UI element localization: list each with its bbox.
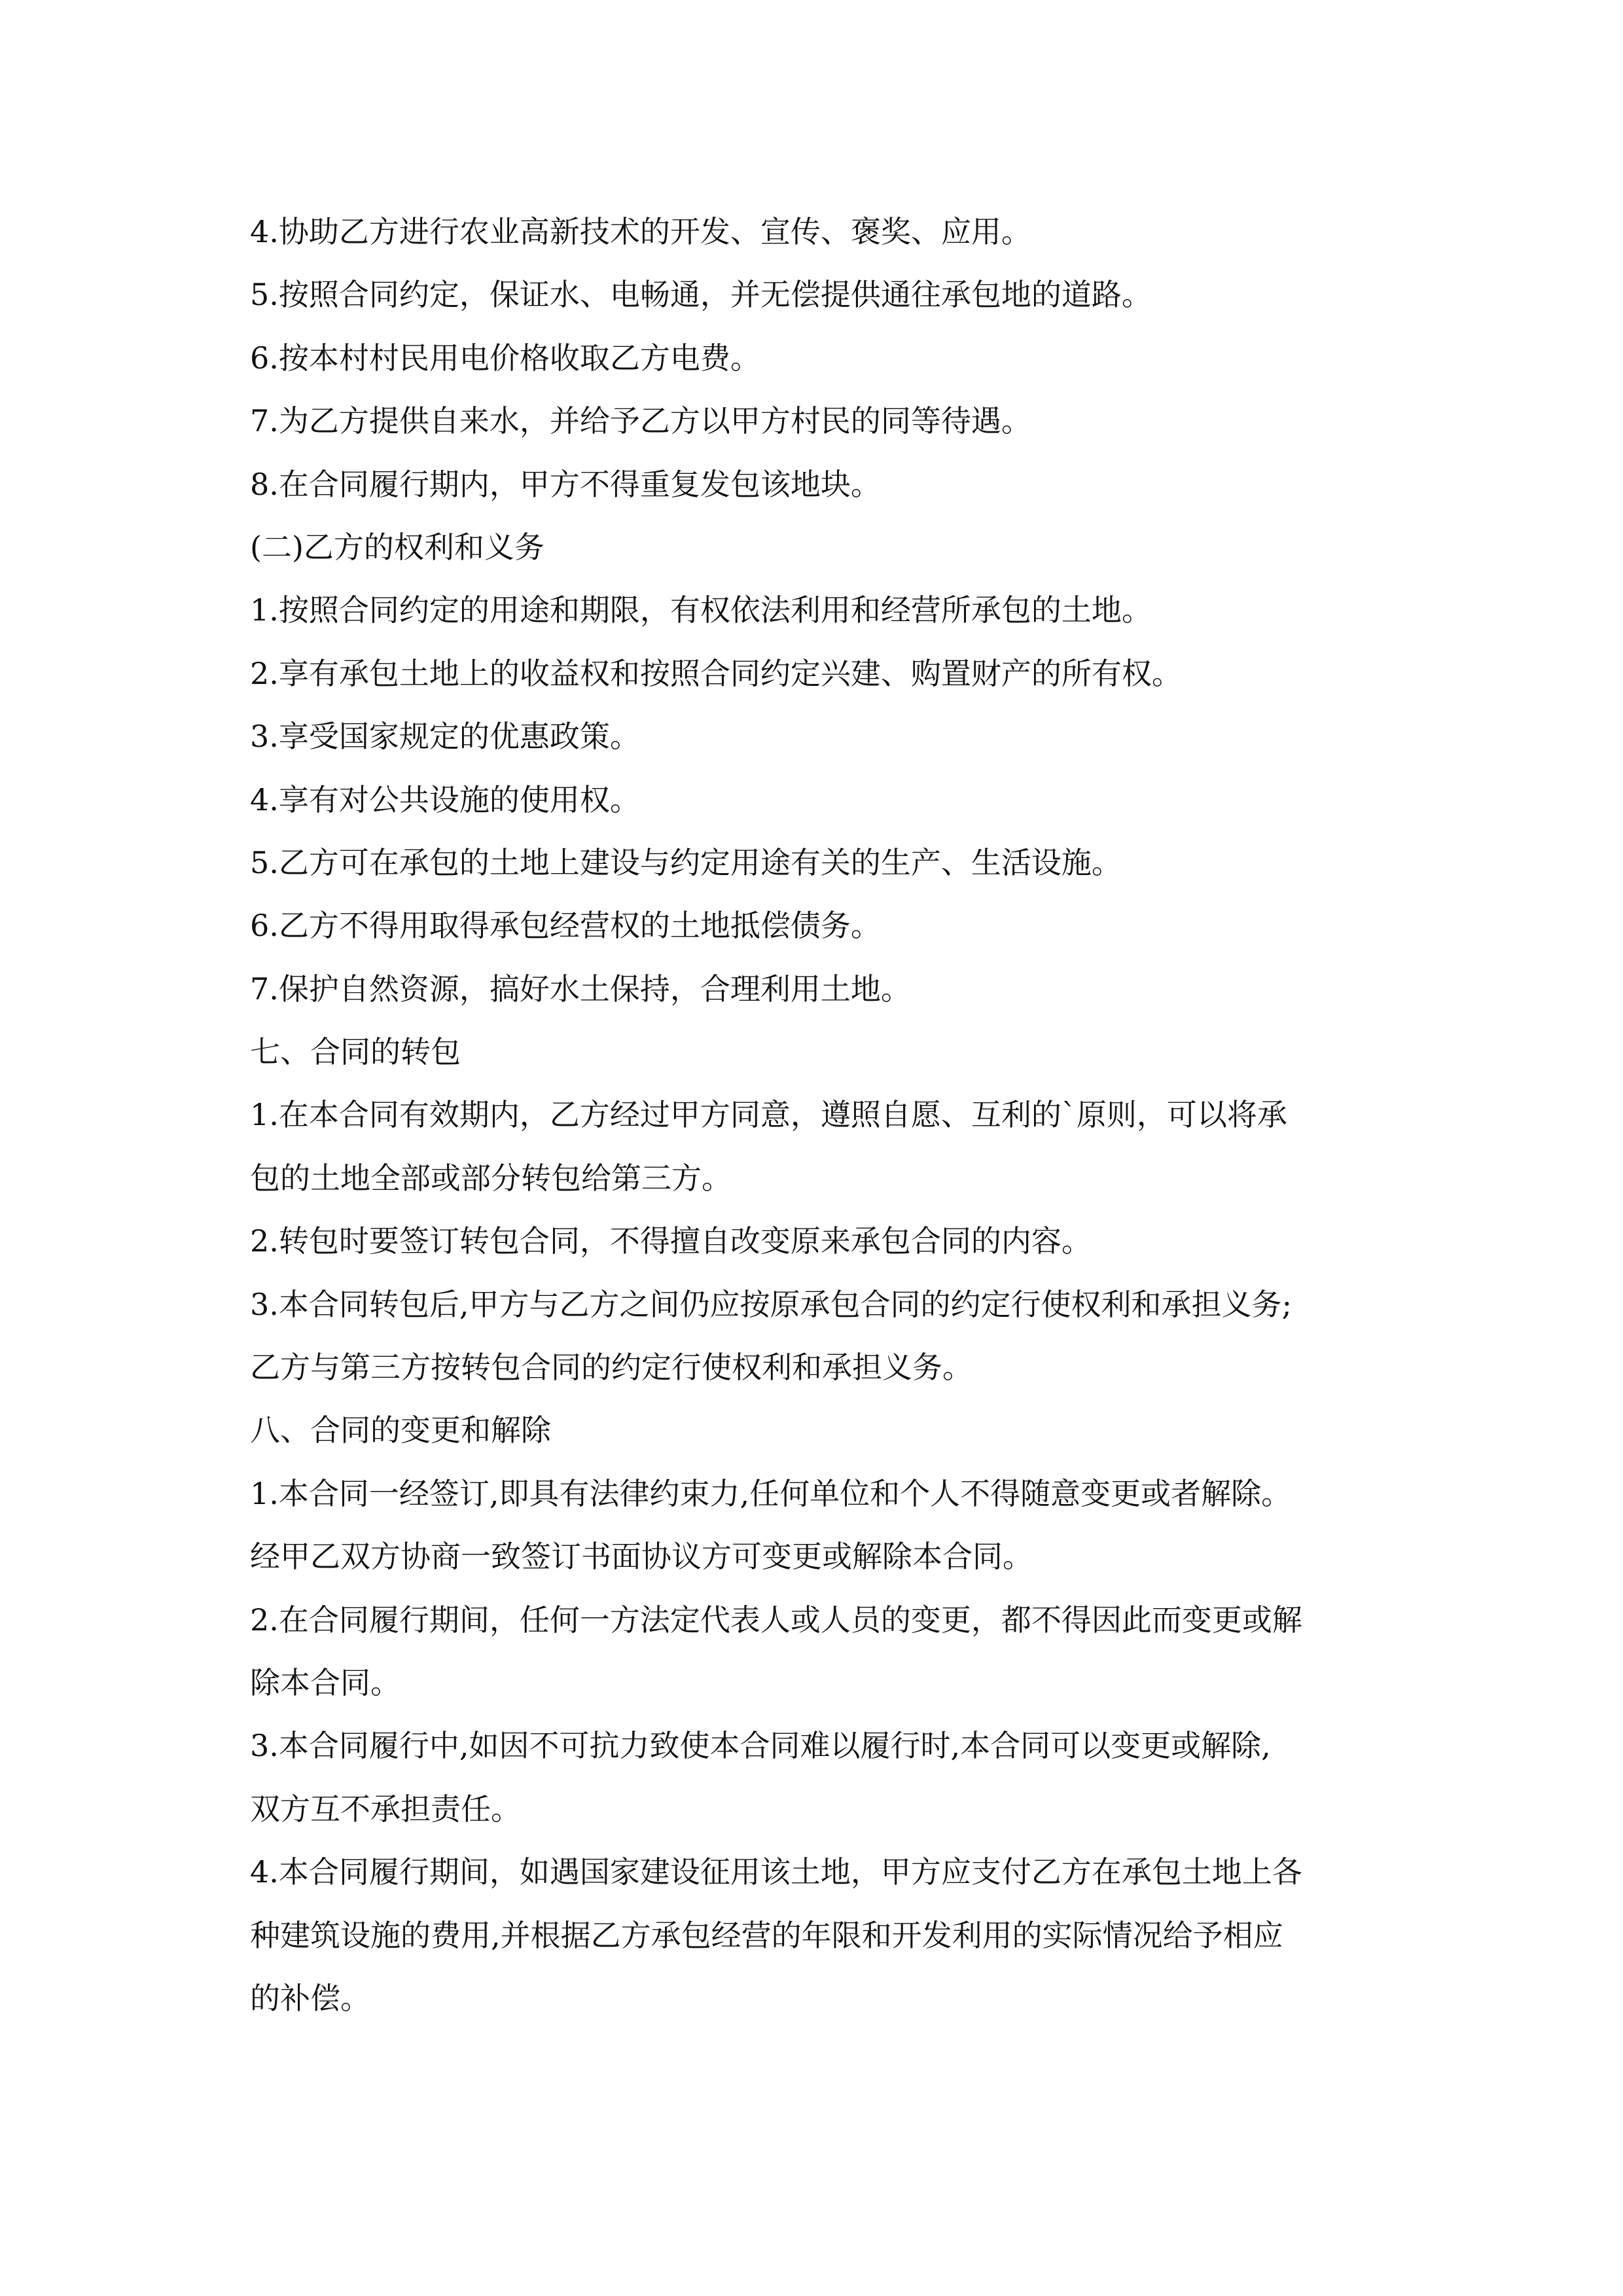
section-heading: (二)乙方的权利和义务 bbox=[250, 529, 544, 565]
paragraph-line: 7.保护自然资源，搞好水土保持，合理利用土地。 bbox=[250, 971, 911, 1007]
paragraph-line: 8.在合同履行期内，甲方不得重复发包该地块。 bbox=[250, 466, 881, 502]
paragraph-line: 6.按本村村民用电价格收取乙方电费。 bbox=[250, 340, 760, 376]
paragraph-line: 乙方与第三方按转包合同的约定行使权利和承担义务。 bbox=[250, 1350, 972, 1386]
paragraph-line: 2.在合同履行期间，任何一方法定代表人或人员的变更，都不得因此而变更或解 bbox=[250, 1602, 1302, 1638]
paragraph-line: 的补偿。 bbox=[250, 1980, 370, 2016]
paragraph-line: 1.在本合同有效期内，乙方经过甲方同意，遵照自愿、互利的`原则，可以将承 bbox=[250, 1097, 1287, 1133]
paragraph-line: 种建筑设施的费用,并根据乙方承包经营的年限和开发利用的实际情况给予相应 bbox=[250, 1917, 1283, 1953]
paragraph-line: 1.本合同一经签订,即具有法律约束力,任何单位和个人不得随意变更或者解除。 bbox=[250, 1475, 1292, 1511]
paragraph-line: 经甲乙双方协商一致签订书面协议方可变更或解除本合同。 bbox=[250, 1539, 1033, 1575]
section-heading: 七、合同的转包 bbox=[250, 1034, 461, 1070]
paragraph-line: 2.转包时要签订转包合同，不得擅自改变原来承包合同的内容。 bbox=[250, 1223, 1092, 1259]
paragraph-line: 4.协助乙方进行农业高新技术的开发、宣传、褒奖、应用。 bbox=[250, 214, 1031, 249]
paragraph-line: 6.乙方不得用取得承包经营权的土地抵偿债务。 bbox=[250, 908, 881, 944]
paragraph-line: 除本合同。 bbox=[250, 1664, 401, 1700]
paragraph-line: 4.享有对公共设施的使用权。 bbox=[250, 781, 640, 817]
paragraph-line: 双方互不承担责任。 bbox=[250, 1791, 521, 1827]
paragraph-line: 7.为乙方提供自来水，并给予乙方以甲方村民的同等待遇。 bbox=[250, 403, 1031, 439]
paragraph-line: 5.乙方可在承包的土地上建设与约定用途有关的生产、生活设施。 bbox=[250, 844, 1122, 880]
paragraph-line: 2.享有承包土地上的收益权和按照合同约定兴建、购置财产的所有权。 bbox=[250, 655, 1182, 691]
paragraph-line: 3.本合同履行中,如因不可抗力致使本合同难以履行时,本合同可以变更或解除, bbox=[250, 1728, 1271, 1764]
paragraph-line: 5.按照合同约定，保证水、电畅通，并无偿提供通往承包地的道路。 bbox=[250, 277, 1152, 313]
paragraph-line: 1.按照合同约定的用途和期限，有权依法利用和经营所承包的土地。 bbox=[250, 592, 1152, 628]
paragraph-line: 3.本合同转包后,甲方与乙方之间仍应按原承包合同的约定行使权利和承担义务; bbox=[250, 1286, 1293, 1322]
section-heading: 八、合同的变更和解除 bbox=[250, 1412, 551, 1448]
document-body bbox=[250, 200, 1376, 2030]
paragraph-line: 包的土地全部或部分转包给第三方。 bbox=[250, 1160, 732, 1196]
paragraph-line: 3.享受国家规定的优惠政策。 bbox=[250, 719, 640, 755]
paragraph-line: 4.本合同履行期间，如遇国家建设征用该土地，甲方应支付乙方在承包土地上各 bbox=[250, 1854, 1302, 1890]
